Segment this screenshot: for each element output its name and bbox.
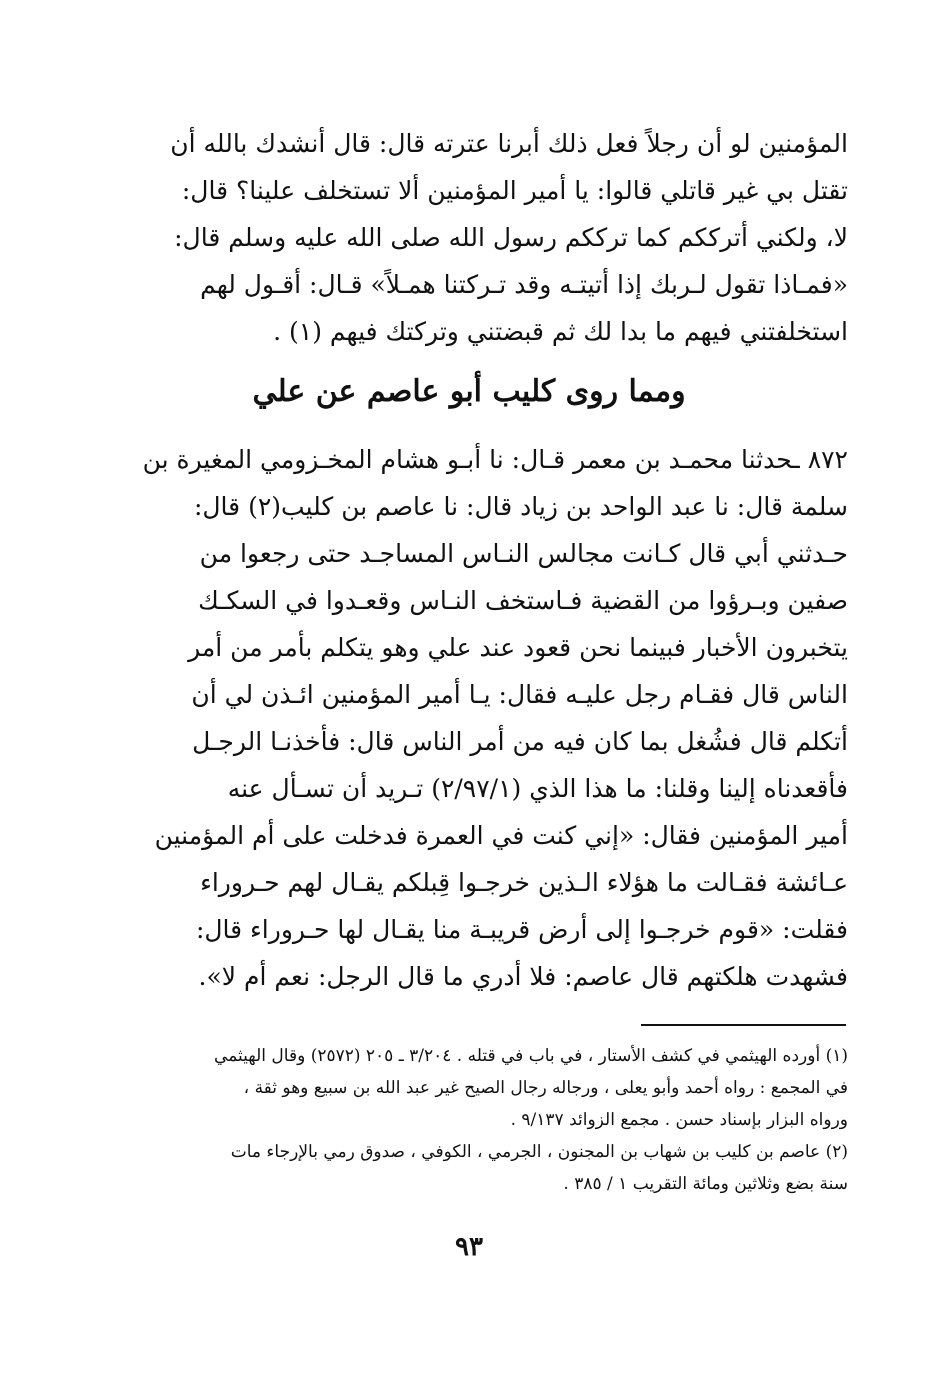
- intro-paragraph: [143, 120, 848, 355]
- page-number: ٩٣: [455, 1232, 483, 1262]
- footnote-1: [88, 1040, 848, 1136]
- text-line: فقلت: «قوم خرجـوا إلى أرض قريبـة منا يقـال لها حـروراء قال:: [195, 915, 848, 944]
- text-line: أمير المؤمنين فقال: «إني كنت في العمرة فدخلت على أم المؤمنين: [154, 821, 848, 850]
- text-line: تقتل بي غير قاتلي قالوا: يا أمير المؤمنين ألا تستخلف علينا؟ قال:: [181, 176, 848, 205]
- text-line: المؤمنين لو أن رجلاً فعل ذلك أبرنا عترته قال: قال أنشدك بالله أن: [170, 129, 848, 158]
- footnote-line: (٢) عاصم بن كليب بن شهاب بن المجنون ، الجرمي ، الكوفي ، صدوق رمي بالإرجاء مات: [230, 1142, 848, 1162]
- footnotes: [88, 1040, 848, 1200]
- text-line: «فمـاذا تقول لـربك إذا أتيتـه وقد تـركتنا همـلاً» قـال: أقـول لهم: [200, 270, 848, 299]
- footnote-2: [88, 1136, 848, 1200]
- text-line: سلمة قال: نا عبد الواحد بن زياد قال: نا عاصم بن كليب(٢) قال:: [193, 492, 848, 521]
- text-line: حـدثني أبي قال كـانت مجالس النـاس المساجـد حتى رجعوا من: [199, 539, 848, 568]
- text-line: أتكلم قال فشُغل بما كان فيه من أمر الناس قال: فأخذنـا الرجـل: [192, 727, 848, 756]
- text-line-content: حدثنا محمـد بن معمر قـال: نا أبـو هشام المخـزومي المغيرة بن: [143, 445, 793, 474]
- footnote-line: في المجمع : رواه أحمد وأبو يعلى ، ورجاله رجال الصيح غير عبد الله بن سبيع وهو ثقة ،: [243, 1078, 848, 1098]
- footnote-line: (١) أورده الهيثمي في كشف الأستار ، في باب في قتله . ٣/٢٠٤ ـ ٢٠٥ (٢٥٧٢) وقال الهيثمي: [214, 1046, 848, 1066]
- footnote-line: ورواه البزار بإسناد حسن . مجمع الزوائد ٩/١٣٧ .: [510, 1110, 848, 1130]
- footnote-separator: [641, 1024, 846, 1026]
- text-line: يتخبرون الأخبار فبينما نحن قعود عند علي وهو يتكلم بأمر من أمر: [188, 633, 848, 662]
- text-line: عـائشة فقـالت ما هؤلاء الـذين خرجـوا قِبلكم يقـال لهم حـروراء: [200, 868, 848, 897]
- text-line: استخلفتني فيهم ما بدا لك ثم قبضتني وتركتك فيهم (١) .: [273, 317, 848, 346]
- footnote-line: سنة بضع وثلاثين ومائة التقريب ١ / ٣٨٥ .: [563, 1174, 848, 1194]
- hadith-number: ٨٧٢ ـ: [792, 445, 848, 474]
- text-line: صفين وبـرؤوا من القضية فـاستخف النـاس وقعـدوا في السكـك: [198, 586, 848, 615]
- text-line: فشهدت هلكتهم قال عاصم: فلا أدري ما قال الرجل: نعم أم لا».: [198, 962, 848, 991]
- text-line: فأقعدناه إلينا وقلنا: ما هذا الذي (٢/٩٧/١) تـريد أن تسـأل عنه: [227, 774, 848, 803]
- text-line: لا، ولكني أترككم كما ترككم رسول الله صلى الله عليه وسلم قال:: [174, 223, 848, 252]
- hadith-paragraph: [143, 436, 848, 1000]
- section-heading: ومما روى كليب أبو عاصم عن علي: [252, 374, 686, 409]
- text-line: الناس قال فقـام رجل عليـه فقال: يـا أمير المؤمنين ائـذن لي أن: [191, 680, 848, 709]
- text-line: [143, 436, 848, 483]
